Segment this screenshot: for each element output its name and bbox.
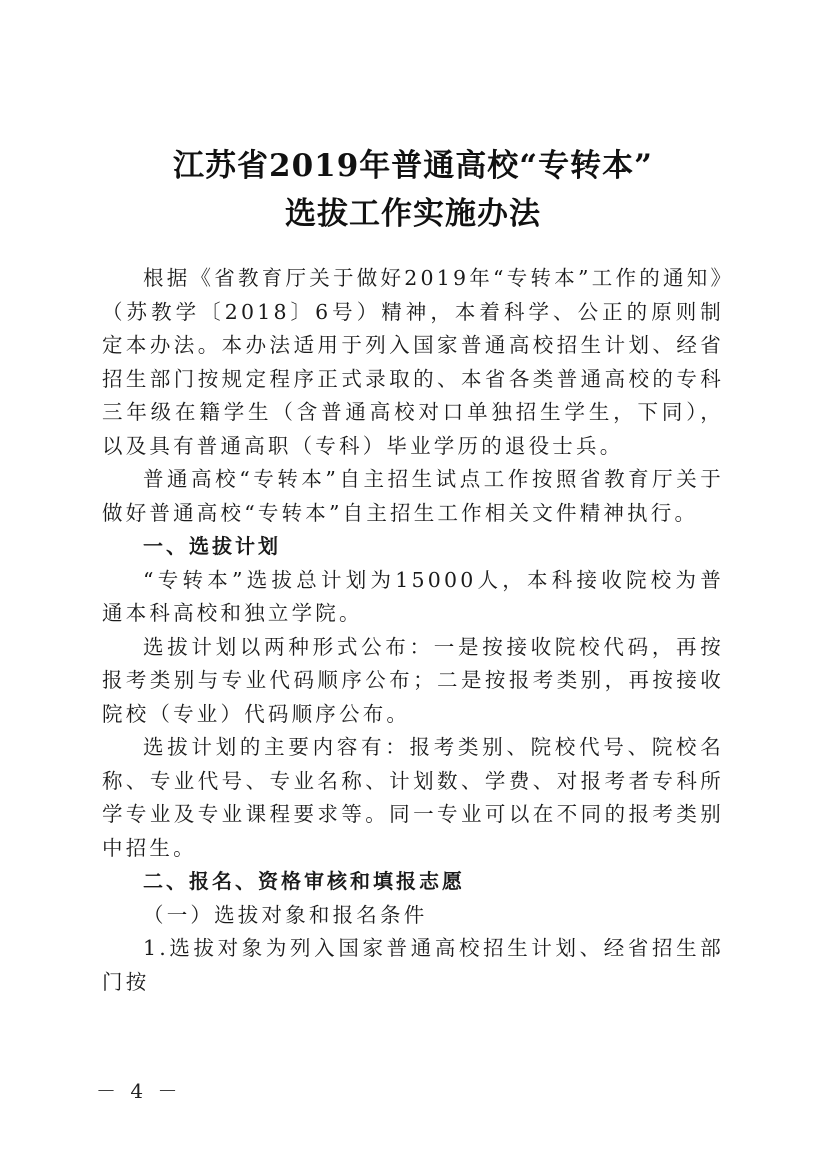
plan-paragraph-3: 选拔计划的主要内容有：报考类别、院校代号、院校名称、专业代号、专业名称、计划数、学费、对报考者专科所学专业及专业课程要求等。同一专业可以在不同的报考类别中招生。 — [102, 735, 724, 860]
page-number: － 4 － — [96, 1079, 182, 1103]
plan-paragraph-2: 选拔计划以两种形式公布：一是按接收院校代码，再按报考类别与专业代码顺序公布；二是按报考类别，再按接收院校（专业）代码顺序公布。 — [102, 634, 724, 726]
document-body — [102, 262, 724, 999]
intro-paragraph-1: 根据《省教育厅关于做好2019年“专转本”工作的通知》（苏教学〔2018〕6号）精神，本着科学、公正的原则制定本办法。本办法适用于列入国家普通高校招生计划、经省招生部门按规定程序正式录取的、本省各类普通高校的专科三年级在籍学生（含普通高校对口单独招生学生，下同），以及具有普通高职（专科）毕业学历的退役士兵。 — [102, 266, 724, 458]
subsection-heading-eligibility: （一）选拔对象和报名条件 — [143, 902, 428, 927]
section-heading-plan: 一、选拔计划 — [143, 534, 281, 558]
intro-paragraph-2: 普通高校“专转本”自主招生试点工作按照省教育厅关于做好普通高校“专转本”自主招生工作相关文件精神执行。 — [102, 467, 724, 525]
eligibility-item-1: 1.选拔对象为列入国家普通高校招生计划、经省招生部门按 — [102, 936, 724, 994]
document-title-line1: 江苏省2019年普通高校“专转本” — [173, 148, 653, 184]
document-title-line2: 选拔工作实施办法 — [285, 196, 541, 232]
section-heading-registration: 二、报名、资格审核和填报志愿 — [143, 869, 465, 893]
plan-paragraph-1: “专转本”选拔总计划为15000人，本科接收院校为普通本科高校和独立学院。 — [102, 567, 724, 625]
